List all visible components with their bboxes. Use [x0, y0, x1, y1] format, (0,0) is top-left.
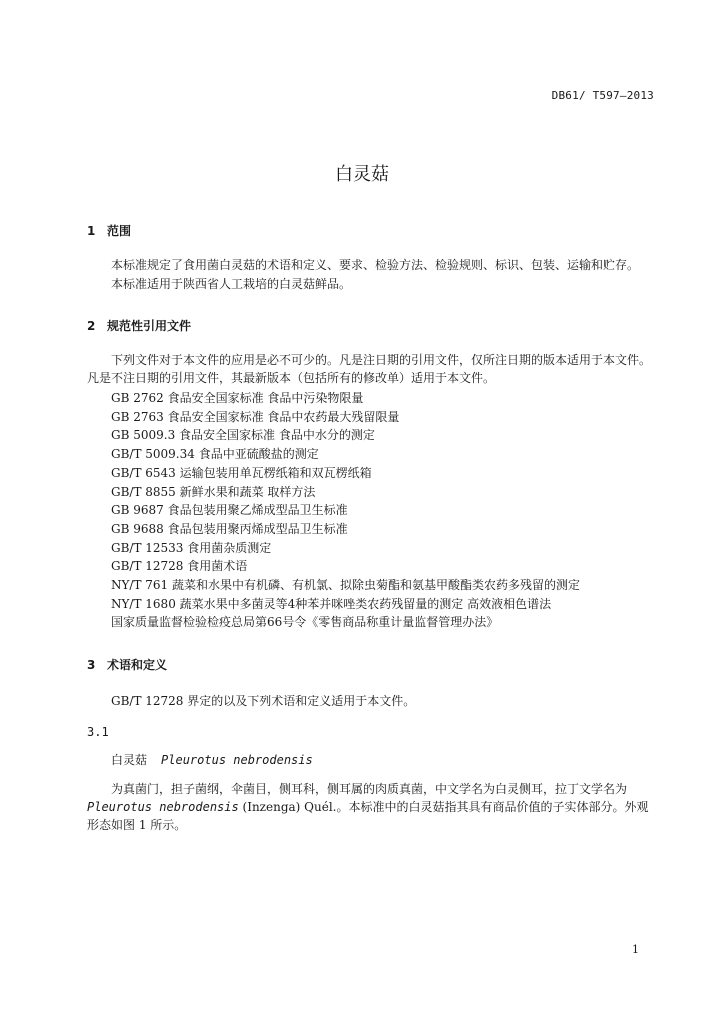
reference-item: GB/T 12728 食用菌术语	[111, 559, 248, 574]
section-1-paragraph: 本标准适用于陕西省人工栽培的白灵菇鲜品。	[111, 277, 352, 291]
definition-latin-name: Pleurotus nebrodensis	[87, 800, 239, 814]
normative-reference-list	[111, 389, 580, 632]
section-title: 术语和定义	[107, 658, 168, 672]
reference-item: GB/T 6543 运输包装用单瓦楞纸箱和双瓦楞纸箱	[111, 465, 372, 480]
subsection-number: 3.1	[87, 725, 109, 739]
term-entry	[111, 751, 313, 768]
section-title: 范围	[107, 224, 132, 238]
reference-item: NY/T 1680 蔬菜水果中多菌灵等4种苯并咪唑类农药残留量的测定 高效液相色谱法	[111, 596, 552, 611]
term-latin: Pleurotus nebrodensis	[161, 753, 313, 767]
reference-item: GB 2762 食品安全国家标准 食品中污染物限量	[111, 391, 364, 405]
section-title: 规范性引用文件	[107, 319, 192, 333]
section-number: 2	[87, 319, 96, 333]
definition-text: (Inzenga) Quél.。本标准中的白灵菇指其具有商品价值的子实体部分。外观形态如图 1 所示。	[87, 800, 649, 832]
section-1-paragraph: 本标准规定了食用菌白灵菇的术语和定义、要求、检验方法、检验规则、标识、包装、运输和贮存。	[111, 258, 640, 272]
section-number: 1	[87, 224, 96, 238]
definition-text: 为真菌门，担子菌纲，伞菌目，侧耳科，侧耳属的肉质真菌，中文学名为白灵侧耳，拉丁文学名为	[111, 782, 628, 796]
section-number: 3	[87, 658, 96, 672]
reference-item: GB/T 5009.34 食品中亚硫酸盐的测定	[111, 447, 319, 462]
standard-code: DB61/ T597—2013	[551, 89, 654, 102]
term-definition	[87, 780, 659, 834]
reference-item: GB 9688 食品包装用聚丙烯成型品卫生标准	[111, 521, 348, 536]
section-1-heading	[87, 222, 131, 239]
section-3-intro: GB/T 12728 界定的以及下列术语和定义适用于本文件。	[111, 694, 416, 708]
section-3-heading	[87, 656, 167, 673]
reference-item: GB 9687 食品包装用聚乙烯成型品卫生标准	[111, 503, 348, 518]
reference-item: NY/T 761 蔬菜和水果中有机磷、有机氯、拟除虫菊酯和氨基甲酸酯类农药多残留的测定	[111, 578, 581, 593]
reference-item: 国家质量监督检验检疫总局第66号令《零售商品称重计量监督管理办法》	[111, 615, 499, 630]
section-2-heading	[87, 317, 191, 334]
term-chinese: 白灵菇	[111, 753, 148, 767]
reference-item: GB 2763 食品安全国家标准 食品中农药最大残留限量	[111, 409, 400, 424]
reference-item: GB 5009.3 食品安全国家标准 食品中水分的测定	[111, 428, 375, 443]
section-2-intro: 下列文件对于本文件的应用是必不可少的。凡是注日期的引用文件，仅所注日期的版本适用于本文件。凡是不注日期的引用文件，其最新版本（包括所有的修改单）适用于本文件。	[87, 353, 652, 385]
reference-item: GB/T 8855 新鲜水果和蔬菜 取样方法	[111, 484, 316, 499]
reference-item: GB/T 12533 食用菌杂质测定	[111, 540, 272, 555]
document-title: 白灵菇	[335, 164, 389, 185]
page-number: 1	[632, 943, 639, 956]
